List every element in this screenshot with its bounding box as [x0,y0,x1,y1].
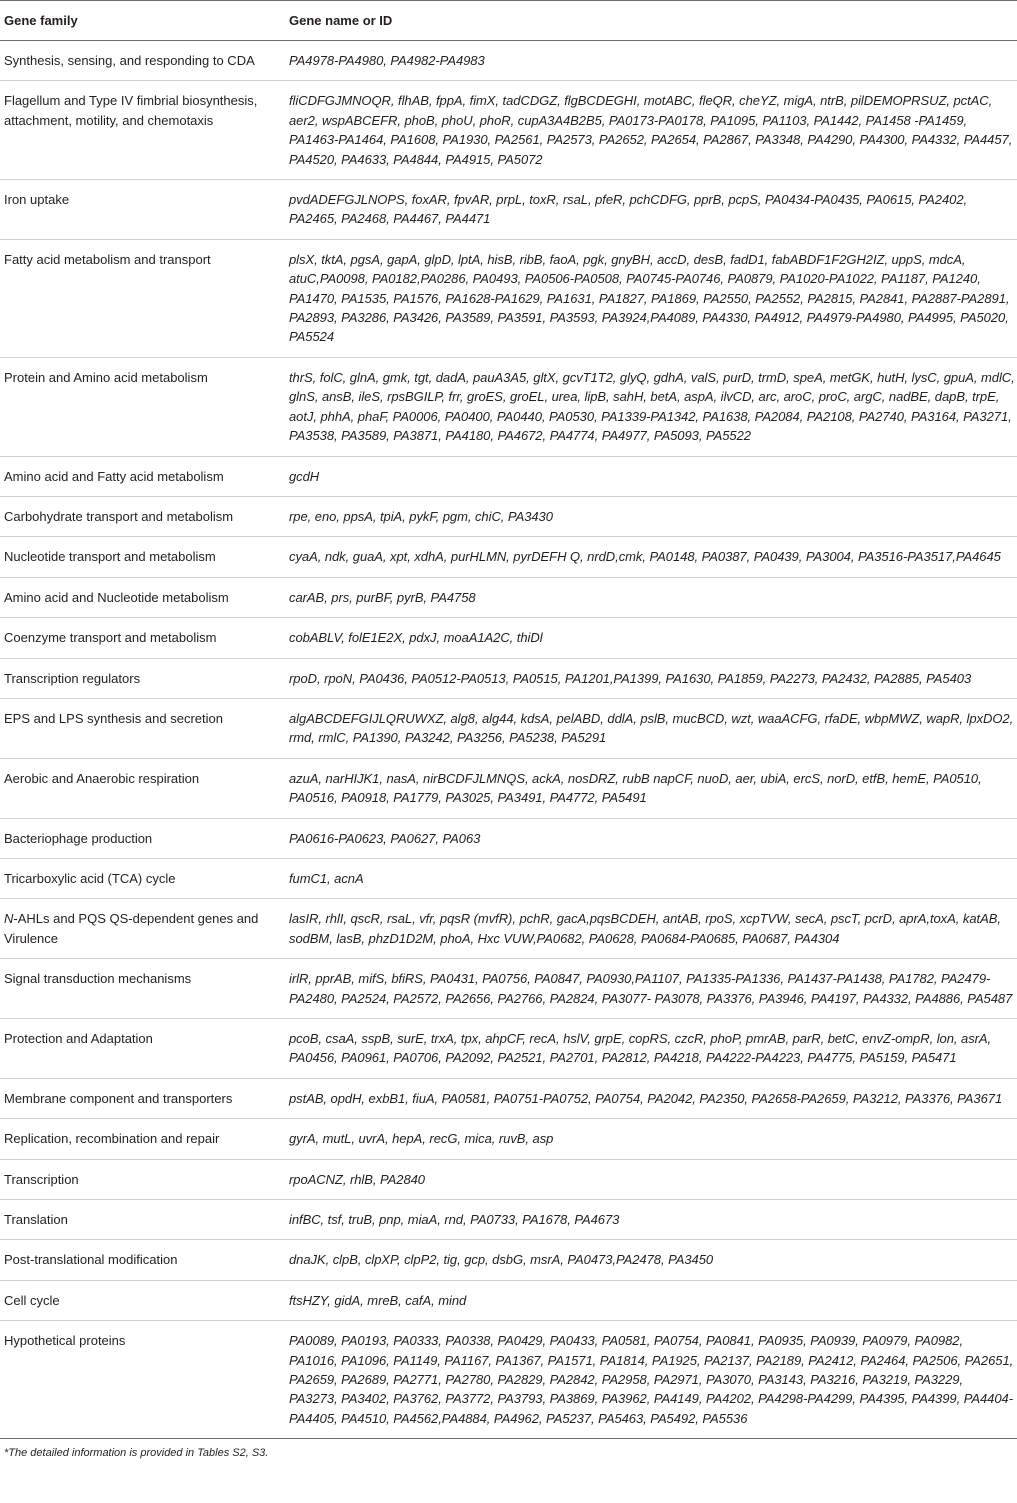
gene-names-cell: pvdADEFGJLNOPS, foxAR, fpvAR, prpL, toxR, rsaL, pfeR, pchCDFG, pprB, pcpS, PA0434-PA0435, PA0615, PA2402, PA2465, PA2468, PA4467, PA4471 [285,180,1017,240]
table-row [0,1159,1017,1199]
gene-family-cell [0,357,285,456]
gene-family-label: Membrane component and transporters [4,1090,233,1106]
table-row [0,456,1017,496]
gene-family-label: Coenzyme transport and metabolism [4,630,217,646]
gene-family-cell [0,456,285,496]
gene-names-cell: infBC, tsf, truB, pnp, miaA, rnd, PA0733, PA1678, PA4673 [285,1200,1017,1240]
gene-names-cell: pcoB, csaA, sspB, surE, trxA, tpx, ahpCF, recA, hslV, grpE, copRS, czcR, phoP, pmrAB, parR, betC, envZ-ompR, lon, asrA, PA0456, PA0961, PA0706, PA2092, PA2521, PA2701, PA2812, PA4218, PA4222-PA4223, PA4775, PA5159, PA5471 [285,1019,1017,1079]
gene-family-cell [0,818,285,858]
gene-family-cell [0,537,285,577]
gene-family-cell [0,81,285,180]
gene-family-cell [0,1280,285,1320]
table-row [0,658,1017,698]
gene-family-label: Synthesis, sensing, and responding to CDA [4,53,255,68]
gene-family-cell [0,1321,285,1439]
table-row [0,758,1017,818]
gene-family-label: Signal transduction mechanisms [4,971,192,987]
gene-names-cell: PA0089, PA0193, PA0333, PA0338, PA0429, PA0433, PA0581, PA0754, PA0841, PA0935, PA0939, PA0979, PA0982, PA1016, PA1096, PA1149, PA1167, PA1367, PA1571, PA1814, PA1925, PA2137, PA2189, PA2412, PA2464, PA2506, PA2651, PA2659, PA2689, PA2771, PA2780, PA2829, PA2842, PA2958, PA2971, PA3070, PA3143, PA3216, PA3219, PA3229, PA3273, PA3402, PA3762, PA3772, PA3793, PA3869, PA3962, PA4149, PA4202, PA4298-PA4299, PA4395, PA4399, PA4404-PA4405, PA4510, PA4562,PA4884, PA4962, PA5237, PA5463, PA5492, PA5536 [285,1321,1017,1439]
gene-family-cell [0,41,285,81]
gene-names-cell: ftsHZY, gidA, mreB, cafA, mind [285,1280,1017,1320]
gene-family-cell [0,698,285,758]
gene-family-label: Aerobic and Anaerobic respiration [4,770,200,786]
gene-names-cell: rpoD, rpoN, PA0436, PA0512-PA0513, PA0515, PA1201,PA1399, PA1630, PA1859, PA2273, PA2432, PA2885, PA5403 [285,658,1017,698]
gene-family-label: Tricarboxylic acid (TCA) cycle [4,870,176,886]
gene-family-label: -AHLs and PQS QS-dependent genes and Virulence [4,911,259,946]
gene-family-label: Post-translational modification [4,1252,178,1268]
table-body [0,41,1017,1439]
gene-family-label: Amino acid and Fatty acid metabolism [4,468,224,484]
gene-family-cell [0,758,285,818]
table-row [0,959,1017,1019]
table-row [0,1019,1017,1079]
gene-names-cell: rpoACNZ, rhlB, PA2840 [285,1159,1017,1199]
gene-family-label: Iron uptake [4,192,70,208]
table-row [0,1119,1017,1159]
gene-family-prefix: N [4,911,14,927]
gene-names-cell: thrS, folC, glnA, gmk, tgt, dadA, pauA3A5, gltX, gcvT1T2, glyQ, gdhA, valS, purD, trmD, speA, metGK, hutH, lysC, gpuA, mdlC, glnS, ansB, ileS, rpsBGILP, frr, groES, groEL, urea, lipB, sahH, betA, aspA, ilvCD, arc, aroC, proC, argC, nadBE, dapB, trpE, aotJ, phhA, phaF, PA0006, PA0400, PA0440, PA0530, PA1339-PA1342, PA1638, PA2084, PA2108, PA2740, PA3164, PA3271, PA3538, PA3589, PA3871, PA4180, PA4672, PA4774, PA4977, PA5093, PA5522 [285,357,1017,456]
gene-family-cell [0,577,285,617]
gene-family-label: Amino acid and Nucleotide metabolism [4,589,229,605]
gene-family-cell [0,658,285,698]
table-row [0,81,1017,180]
gene-family-cell [0,618,285,658]
gene-family-cell [0,1078,285,1118]
gene-family-label: Translation [4,1212,68,1228]
gene-family-label: Cell cycle [4,1292,60,1308]
table-row [0,1280,1017,1320]
gene-names-cell: carAB, prs, purBF, pyrB, PA4758 [285,577,1017,617]
gene-names-cell: algABCDEFGIJLQRUWXZ, alg8, alg44, kdsA, pelABD, ddlA, pslB, mucBCD, wzt, waaACFG, rfaDE, wbpMWZ, wapR, lpxDO2, rmd, rmlC, PA1390, PA3242, PA3256, PA5238, PA5291 [285,698,1017,758]
gene-names-cell: fliCDFGJMNOQR, flhAB, fppA, fimX, tadCDGZ, flgBCDEGHI, motABC, fleQR, cheYZ, migA, ntrB, pilDEMOPRSUZ, pctAC, aer2, wspABCEFR, phoB, phoU, phoR, cupA3A4B2B5, PA0173-PA0178, PA1095, PA1103, PA1442, PA1458 -PA1459, PA1463-PA1464, PA1608, PA1930, PA2561, PA2573, PA2652, PA2654, PA2867, PA3348, PA4290, PA4300, PA4332, PA4457, PA4520, PA4633, PA4844, PA4915, PA5072 [285,81,1017,180]
table-row [0,577,1017,617]
table-row [0,618,1017,658]
gene-family-label: Carbohydrate transport and metabolism [4,508,234,524]
table-row [0,818,1017,858]
table-row [0,1078,1017,1118]
table-row [0,858,1017,898]
gene-family-label: Transcription regulators [4,670,141,686]
gene-family-label: Hypothetical proteins [4,1333,126,1349]
table-row [0,41,1017,81]
gene-family-cell [0,899,285,959]
gene-family-cell [0,180,285,240]
gene-names-cell: cobABLV, folE1E2X, pdxJ, moaA1A2C, thiDl [285,618,1017,658]
gene-family-cell [0,1200,285,1240]
table-row [0,1321,1017,1439]
gene-names-cell: PA0616-PA0623, PA0627, PA063 [285,818,1017,858]
gene-names-cell: fumC1, acnA [285,858,1017,898]
table-row [0,1200,1017,1240]
gene-family-label: Nucleotide transport and metabolism [4,549,216,565]
table-row [0,239,1017,357]
gene-names-cell: azuA, narHIJK1, nasA, nirBCDFJLMNQS, ackA, nosDRZ, rubB napCF, nuoD, aer, ubiA, ercS, norD, etfB, hemE, PA0510, PA0516, PA0918, PA1779, PA3025, PA3491, PA4772, PA5491 [285,758,1017,818]
gene-names-cell: irlR, pprAB, mifS, bfiRS, PA0431, PA0756, PA0847, PA0930,PA1107, PA1335-PA1336, PA1437-PA1438, PA1782, PA2479-PA2480, PA2524, PA2572, PA2656, PA2766, PA2824, PA3077- PA3078, PA3376, PA3946, PA4197, PA4332, PA4886, PA5487 [285,959,1017,1019]
header-gene-name: Gene name or ID [285,1,1017,41]
gene-family-label: Bacteriophage production [4,830,153,846]
gene-family-cell [0,1119,285,1159]
table-row [0,899,1017,959]
table-row [0,357,1017,456]
table-row [0,180,1017,240]
gene-names-cell: gcdH [285,456,1017,496]
gene-names-cell: gyrA, mutL, uvrA, hepA, recG, mica, ruvB, asp [285,1119,1017,1159]
gene-family-label: EPS and LPS synthesis and secretion [4,710,223,726]
gene-names-cell: cyaA, ndk, guaA, xpt, xdhA, purHLMN, pyrDEFH Q, nrdD,cmk, PA0148, PA0387, PA0439, PA3004, PA3516-PA3517,PA4645 [285,537,1017,577]
gene-family-label: Protein and Amino acid metabolism [4,369,208,385]
gene-family-label: Protection and Adaptation [4,1031,153,1046]
gene-family-cell [0,858,285,898]
gene-family-cell [0,1019,285,1079]
header-gene-family: Gene family [0,1,285,41]
gene-names-cell: PA4978-PA4980, PA4982-PA4983 [285,41,1017,81]
table-row [0,1240,1017,1280]
gene-names-cell: plsX, tktA, pgsA, gapA, glpD, lptA, hisB, ribB, faoA, pgk, gnyBH, accD, desB, fadD1, fabABDF1F2GH2IZ, uppS, mdcA, atuC,PA0098, PA0182,PA0286, PA0493, PA0506-PA0508, PA0745-PA0746, PA0879, PA1020-PA1022, PA1187, PA1240, PA1470, PA1535, PA1576, PA1628-PA1629, PA1631, PA1827, PA1869, PA2550, PA2552, PA2815, PA2841, PA2887-PA2891, PA2893, PA3286, PA3426, PA3589, PA3591, PA3593, PA3924,PA4089, PA4330, PA4912, PA4979-PA4980, PA4995, PA5020, PA5524 [285,239,1017,357]
gene-family-label: Fatty acid metabolism and transport [4,251,211,267]
gene-family-cell [0,1159,285,1199]
table-header-row [0,1,1017,41]
table-row [0,496,1017,536]
table-row [0,698,1017,758]
gene-family-label: Replication, recombination and repair [4,1131,220,1147]
gene-names-cell: rpe, eno, ppsA, tpiA, pykF, pgm, chiC, PA3430 [285,496,1017,536]
gene-family-cell [0,1240,285,1280]
gene-family-cell [0,496,285,536]
gene-family-cell [0,959,285,1019]
gene-names-cell: dnaJK, clpB, clpXP, clpP2, tig, gcp, dsbG, msrA, PA0473,PA2478, PA3450 [285,1240,1017,1280]
gene-names-cell: pstAB, opdH, exbB1, fiuA, PA0581, PA0751-PA0752, PA0754, PA2042, PA2350, PA2658-PA2659, PA3212, PA3376, PA3671 [285,1078,1017,1118]
table-row [0,537,1017,577]
gene-family-label: Transcription [4,1171,79,1187]
gene-family-cell [0,239,285,357]
gene-names-cell: lasIR, rhlI, qscR, rsaL, vfr, pqsR (mvfR), pchR, gacA,pqsBCDEH, antAB, rpoS, xcpTVW, secA, pscT, pcrD, aprA,toxA, katAB, sodBM, lasB, phzD1D2M, phoA, Hxc VUW,PA0682, PA0628, PA0684-PA0685, PA0687, PA4304 [285,899,1017,959]
table-footnote: *The detailed information is provided in Tables S2, S3. [4,1447,269,1460]
gene-family-label: Flagellum and Type IV fimbrial biosynthesis, attachment, motility, and chemotaxis [4,93,258,128]
